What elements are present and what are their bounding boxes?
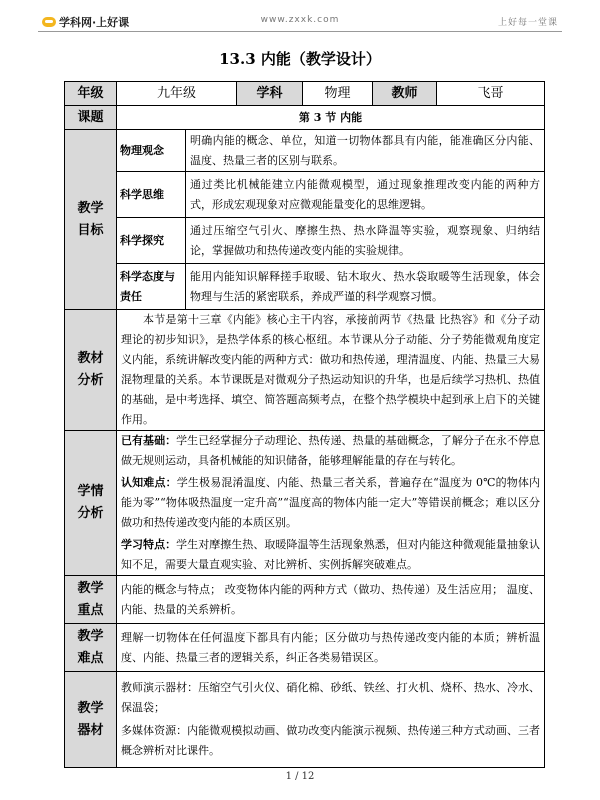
focus-label: 教学重点 <box>65 576 117 624</box>
site-url: www.zxxk.com <box>260 15 340 25</box>
material-item: 教师演示器材：压缩空气引火仪、硝化棉、砂纸、铁丝、打火机、烧杯、热水、冷水、保温袋； <box>121 681 541 714</box>
document-title: 13.3 内能（教学设计） <box>219 50 381 68</box>
goal-text: 通过压缩空气引火、摩擦生热、热水降温等实验，观察现象、归纳结论，掌握做功和热传递改变内能的实验规律。 <box>186 218 545 264</box>
student-head: 学习特点： <box>121 538 177 551</box>
site-slogan: 上好每一堂课 <box>497 18 558 28</box>
student-text: 学生对摩擦生热、取暖降温等生活现象熟悉，但对内能这种微观能量抽象认知不足，需要大量直观实验、对比辨析、实例拆解突破难点。 <box>121 538 541 571</box>
students-label: 学情分析 <box>65 431 117 576</box>
topic-label: 课题 <box>65 106 117 130</box>
student-text: 学生极易混淆温度、内能、热量三者关系，普遍存在“温度为 0℃的物体内能为零”“物体吸热温度一定升高”“温度高的物体内能一定大”等错误前概念；难以区分做功和热传递改变内能的本质区别。 <box>121 476 541 529</box>
student-head: 认知难点： <box>121 476 177 489</box>
grade-label: 年级 <box>65 82 117 106</box>
student-head: 已有基础： <box>121 434 177 447</box>
subject-value: 物理 <box>303 82 373 106</box>
materials-cell <box>117 672 545 768</box>
student-text: 学生已经掌握分子动理论、热传递、热量的基础概念，了解分子在永不停息做无规则运动，具备机械能的知识储备，能够理解能量的存在与转化。 <box>121 434 541 467</box>
goal-name: 科学探究 <box>117 218 186 264</box>
subject-label: 学科 <box>237 82 303 106</box>
difficulty-text: 理解一切物体在任何温度下都具有内能；区分做功与热传递改变内能的本质；辨析温度、内能、热量三者的逻辑关系，纠正各类易错误区。 <box>117 624 545 672</box>
teacher-label: 教师 <box>373 82 437 106</box>
analysis-text: 本节是第十三章《内能》核心主干内容，承接前两节《热量 比热容》和《分子动理论的初步知识》，是热学体系的核心枢纽。本节课从分子动能、分子势能微观角度定义内能，系统讲解改变内能的两种方式：做功和热传递，理清温度、内能、热量三大易混物理量的关系。本节课既是对微观分子热运动知识的升华，也是后续学习热机、热值的基础，是中考选择、填空、简答题高频考点，在整个热学模块中起到承上启下的关键作用。 <box>117 310 545 431</box>
page-header <box>0 0 600 36</box>
page-number: 1 / 12 <box>285 771 315 782</box>
goal-name: 科学思维 <box>117 172 186 218</box>
goals-label: 教学目标 <box>65 130 117 310</box>
goal-text: 通过类比机械能建立内能微观模型，通过现象推理改变内能的两种方式，形成宏观现象对应微观能量变化的思维逻辑。 <box>186 172 545 218</box>
analysis-label: 教材分析 <box>65 310 117 431</box>
goal-name: 科学态度与责任 <box>117 264 186 310</box>
topic-value: 第 3 节 内能 <box>117 106 545 130</box>
goal-text: 能用内能知识解释搓手取暖、钻木取火、热水袋取暖等生活现象，体会物理与生活的紧密联系，养成严谨的科学观察习惯。 <box>186 264 545 310</box>
material-item: 多媒体资源：内能微观模拟动画、做功改变内能演示视频、热传递三种方式动画、三者概念辨析对比课件。 <box>121 724 541 757</box>
lesson-plan-table <box>64 81 545 768</box>
logo-text: 学科网·上好课 <box>59 16 130 29</box>
students-cell <box>117 431 545 576</box>
grade-value: 九年级 <box>117 82 237 106</box>
goal-name: 物理观念 <box>117 130 186 172</box>
difficulty-label: 教学难点 <box>65 624 117 672</box>
header-divider <box>38 31 562 32</box>
teacher-value: 飞哥 <box>437 82 545 106</box>
goal-text: 明确内能的概念、单位，知道一切物体都具有内能，能准确区分内能、温度、热量三者的区别与联系。 <box>186 130 545 172</box>
materials-label: 教学器材 <box>65 672 117 768</box>
focus-text: 内能的概念与特点； 改变物体内能的两种方式（做功、热传递）及生活应用； 温度、内能、热量的关系辨析。 <box>117 576 545 624</box>
